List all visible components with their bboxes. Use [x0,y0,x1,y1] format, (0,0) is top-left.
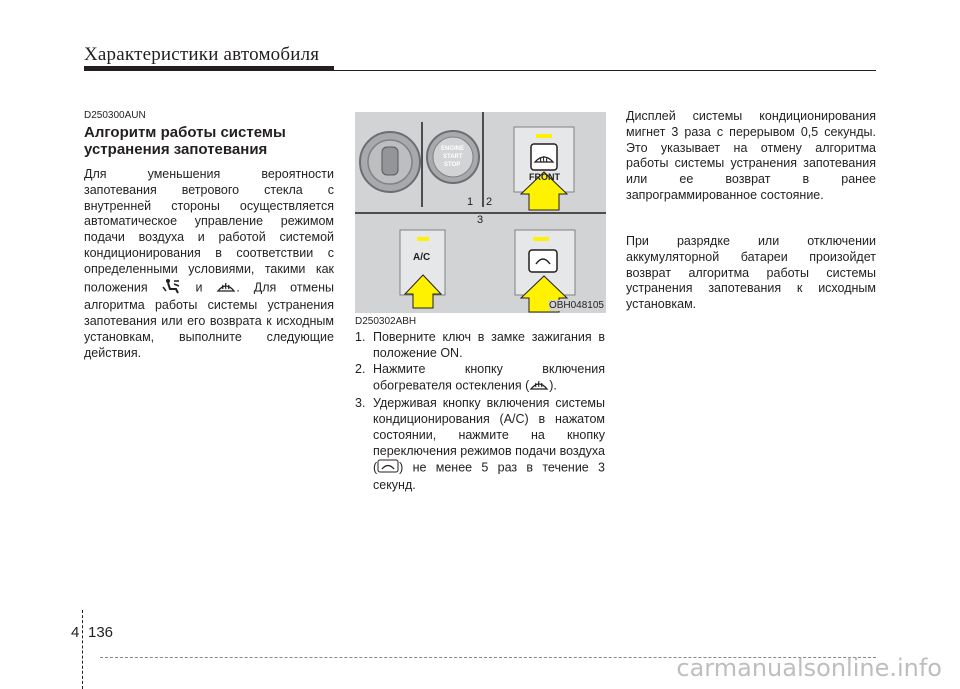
procedure-list [355,330,605,494]
battery-paragraph: При разрядке или отключении аккумуляторной батареи произойдет возврат алгоритма работы системы устранения запотевания к исходным установкам. [626,234,876,312]
section-code: D250300AUN [84,110,146,121]
label-1: 1 [467,196,474,208]
intro-text-after: . Для отмены алгоритма работы системы устранения запотевания или его возврата к исходным установкам, выполните следующие действия. [84,280,334,360]
face-floor-mode-icon [162,278,182,299]
page-number: 136 [88,624,114,641]
air-mode-icon [377,459,399,478]
label-2: 2 [486,196,493,208]
step-number: 3. [355,396,366,411]
engine-label-3: STOP [444,162,461,168]
defrost-icon [529,377,549,396]
header-bar [84,66,334,71]
step-text-after: ). [549,379,557,394]
vertical-divider [82,610,83,689]
list-item [355,396,605,494]
label-3: 3 [477,214,484,226]
step-number: 2. [355,361,366,376]
watermark: carmanualsonline.info [676,654,942,682]
step-number: 1. [355,330,366,344]
defrost-icon [216,278,236,299]
figure [355,112,606,313]
list-item [355,330,605,362]
step-text-before: Удерживая кнопку включения системы кондиционирования (A/C) в нажатом состоянии, нажмите на кнопку переключения режимов подачи воздуха ( [373,396,605,476]
section-number: 4 [71,624,80,641]
list-item [355,362,605,397]
front-label: FRONT [529,172,560,182]
ac-label: A/C [413,252,431,263]
engine-label-1: ENGINE [441,146,465,152]
step-text: Поверните ключ в замке зажигания в положение ON. [373,330,605,360]
intro-paragraph [84,167,334,362]
result-paragraph: Дисплей системы кондиционирования мигнет 3 раза с перерывом 0,5 секунды. Это указывает на отмену алгоритма работы системы устранения запотевания или ее возврат в ранее запрограммированное состояние. [626,109,876,202]
intro-text-and: и [195,280,203,295]
procedure-code: D250302ABH [355,316,417,327]
section-heading: Алгоритм работы системы устранения запотевания [84,124,286,158]
header-line [334,70,876,71]
figure-illustration [355,112,606,313]
header-title: Характеристики автомобиля [84,44,320,65]
engine-label-2: START [443,154,463,160]
step-text-after: ) не менее 5 раз в течение 3 секунд. [373,461,605,493]
figure-caption: OBH048105 [548,300,604,311]
intro-text-before: Для уменьшения вероятности запотевания ветрового стекла с внутренней стороны осуществляется автоматическое управление режимом подачи воздуха и работой системой кондиционирования в соответствии с определенными условиями, такими как положения [84,167,334,295]
step-text-before: Нажмите кнопку включения обогревателя остекления ( [373,361,605,394]
